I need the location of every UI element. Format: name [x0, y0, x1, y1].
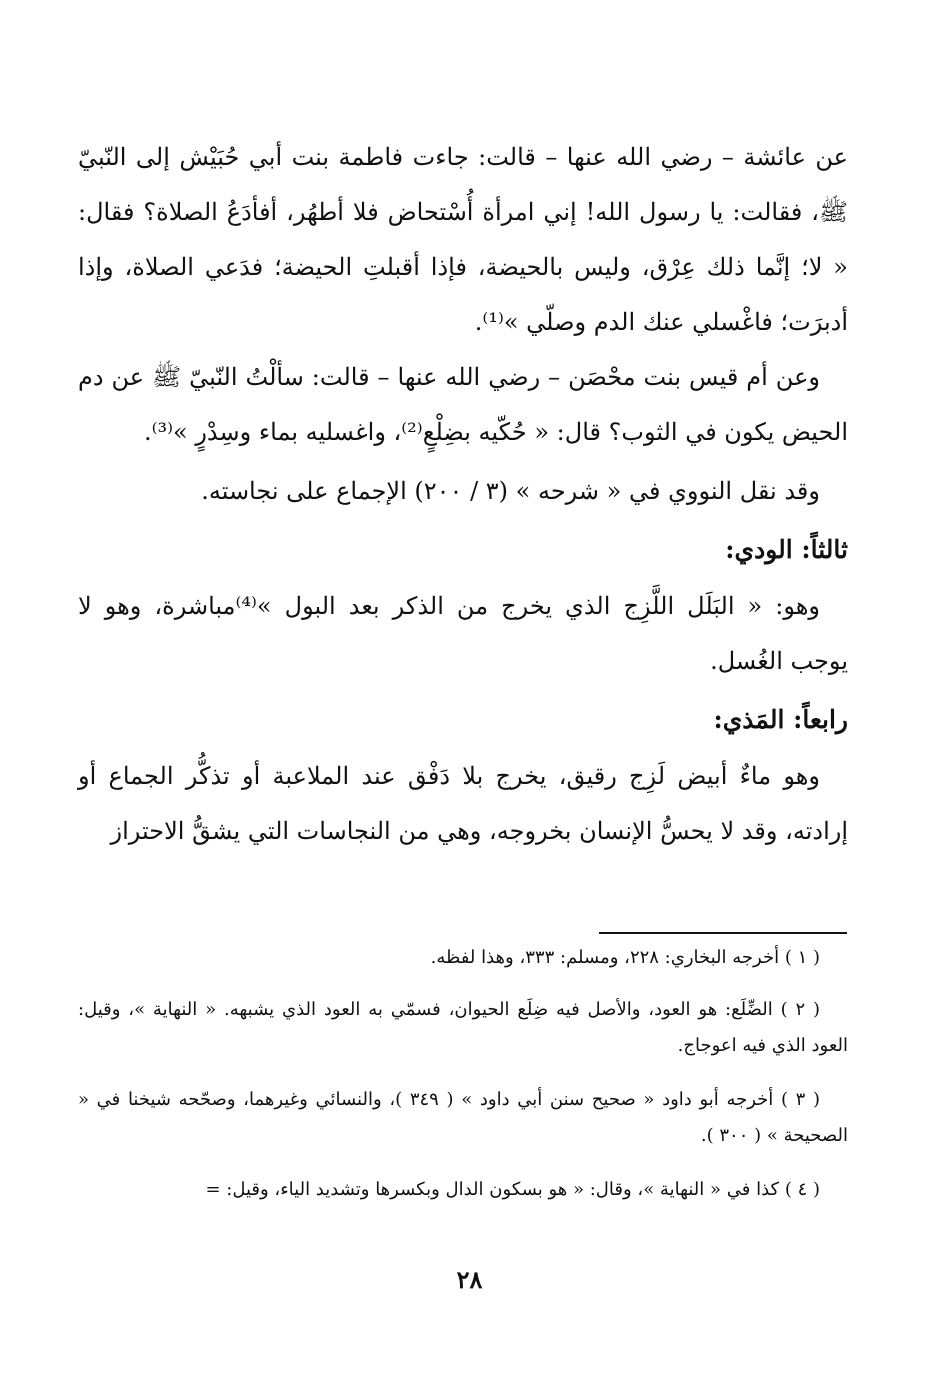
- paragraph-madhi-definition: وهو ماءٌ أبيض لَزِج رقيق، يخرج بلا دَفْق عند الملاعبة أو تذكُّر الجماع أو إرادته، وقد لا يحسُّ الإنسان بخروجه، وهي من النجاسات التي يشقُّ الاحتراز: [78, 762, 848, 845]
- footnotes: [78, 940, 848, 1226]
- footnote-2: ( ٢ ) الضِّلَع: هو العود، والأصل فيه ضِلَع الحيوان، فسمّي به العود الذي يشبهه. « النهاية »، وقيل: العود الذي فيه اعوجاج.: [78, 999, 848, 1056]
- footnote-3: ( ٣ ) أخرجه أبو داود « صحيح سنن أبي داود » ( ٣٤٩ )، والنسائي وغيرهما، وصحّحه شيخنا في « الصحيحة » ( ٣٠٠ ).: [78, 1089, 848, 1146]
- paragraph-nawawi-consensus: وقد نقل النووي في « شرحه » (٣ / ٢٠٠) الإجماع على نجاسته.: [201, 477, 820, 505]
- footnote-separator: [599, 932, 847, 934]
- paragraph-aisha-hadith: عن عائشة – رضي الله عنها – قالت: جاءت فاطمة بنت أبي حُبَيْش إلى النّبيّ ﷺ، فقالت: يا رسول الله! إني امرأة أُسْتحاض فلا أطهُر، أفأدَعُ الصلاة؟ فقال: « لا؛ إنَّما ذلك عِرْق، وليس بالحيضة، فإذا أقبلتِ الحيضة؛ فدَعي الصلاة، وإذا أدبرَت؛ فاغْسلي عنك الدم وصلّي »⁽¹⁾.: [78, 143, 848, 336]
- heading-wadi: ثالثاً: الودي:: [725, 535, 848, 564]
- heading-madhi: رابعاً: المَذي:: [713, 705, 848, 734]
- main-text: [78, 130, 848, 859]
- paragraph-wadi-definition: وهو: « البَلَل اللَّزِج الذي يخرج من الذكر بعد البول »⁽⁴⁾مباشرة، وهو لا يوجب الغُسل.: [78, 592, 848, 675]
- footnote-4: ( ٤ ) كذا في « النهاية »، وقال: « هو بسكون الدال وبكسرها وتشديد الياء، وقيل: =: [205, 1179, 820, 1200]
- footnote-1: ( ١ ) أخرجه البخاري: ٢٢٨، ومسلم: ٣٣٣، وهذا لفظه.: [430, 947, 820, 968]
- paragraph-umm-qais-hadith: وعن أم قيس بنت محْصَن – رضي الله عنها – قالت: سألْتُ النّبيّ ﷺ عن دم الحيض يكون في الثوب؟ قال: « حُكّيه بضِلْعٍ⁽²⁾، واغسليه بماء وسِدْرٍ »⁽³⁾.: [78, 363, 848, 446]
- page-number: ٢٨: [456, 1265, 483, 1294]
